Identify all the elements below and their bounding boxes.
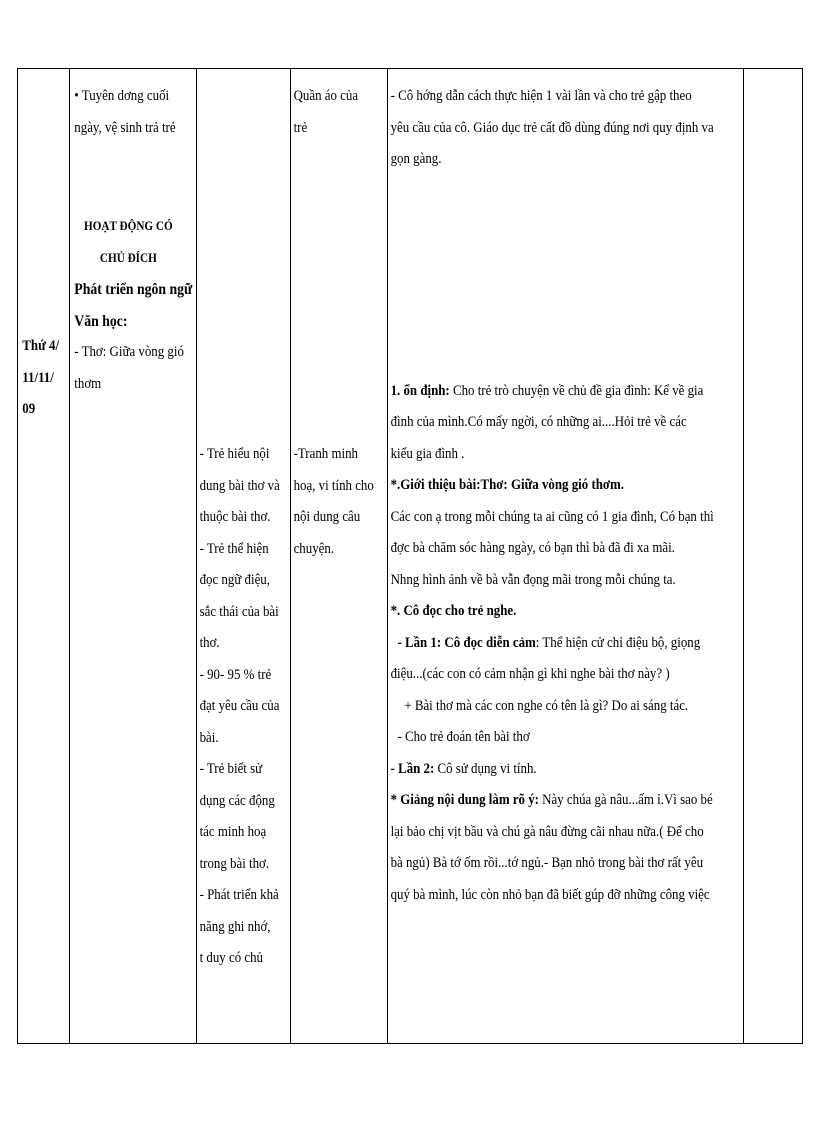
intro-line: Các con ạ trong mỗi chúng ta ai cũng có 1 gia đình, Có bạn thì: [390, 508, 714, 525]
second-reading-line: [391, 754, 739, 786]
intro-line: đợc bà chăm sóc hàng ngày, có bạn thì bà đã đi xa mãi.: [390, 540, 675, 556]
notes-cell: [744, 69, 803, 1044]
materials-line: hoạ, vi tính cho: [293, 477, 374, 494]
steady-line: kiểu gia đình .: [390, 445, 465, 462]
explain-line: [391, 785, 739, 817]
goal-line: dụng các động: [199, 792, 275, 809]
question-line: - Cho trẻ đoán tên bài thơ: [397, 729, 530, 745]
intro-label: *.Giới thiệu bài:Thơ: Giữa vòng gió thơm.: [390, 477, 625, 493]
first-reading-label: - Lần 1: Cô đọc diễn cảm: [397, 634, 536, 651]
question-line: + Bài thơ mà các con nghe có tên là gì? Do ai sáng tác.: [404, 697, 689, 714]
steady-label: 1. ổn định:: [390, 382, 450, 399]
first-reading-line: [391, 628, 739, 660]
steady-text: Cho trẻ trò chuyện về chủ đề gia đình: Kể về gia: [449, 382, 704, 399]
goal-line: - Phát triển khả: [199, 887, 279, 903]
subject-line: Văn học:: [74, 312, 128, 330]
lesson-plan-table: [17, 68, 803, 1044]
steady-line: đình của mình.Có mấy ngời, có những ai....Hỏi trẻ về các: [390, 414, 687, 430]
goal-line: đạt yêu cầu của: [199, 698, 280, 714]
goal-line: - Trẻ biết sử: [199, 761, 263, 777]
process-top-line: gọn gàng.: [390, 151, 442, 167]
poem-line: - Thơ: Giữa vòng gió: [74, 344, 184, 360]
goal-line: dung bài thơ và: [199, 477, 280, 494]
day-line: 11/11/: [22, 369, 54, 386]
explain-line: lại bảo chị vịt bầu và chú gà nâu đừng cãi nhau nữa.( Để cho: [390, 823, 704, 840]
goal-line: - Trẻ thể hiện: [199, 540, 269, 557]
goal-line: trong bài thơ.: [199, 855, 270, 872]
activity-cell: [70, 69, 197, 1044]
activity-heading: CHỦ ĐÍCH: [99, 250, 157, 265]
goal-line: - 90- 95 % trẻ: [199, 666, 272, 683]
goal-line: năng ghi nhớ,: [199, 918, 271, 935]
goal-line: thuộc bài thơ.: [199, 509, 271, 525]
day-cell: [18, 69, 70, 1044]
materials-cell: [291, 69, 388, 1044]
day-line: Thứ 4/: [22, 338, 60, 354]
activity-top-line: • Tuyên dơng cuối: [74, 88, 170, 104]
intro-line: Nhng hình ảnh về bà vẫn đọng mãi trong mỗi chúng ta.: [390, 571, 676, 588]
materials-line: chuyện.: [293, 540, 335, 557]
explain-label: * Giảng nội dung làm rõ ý:: [390, 792, 539, 808]
goal-line: t duy có chủ: [199, 950, 263, 966]
first-reading-text: : Thể hiện cử chỉ điệu bộ, giọng: [535, 634, 701, 651]
goal-line: đọc ngữ điệu,: [199, 572, 270, 588]
materials-top-line: trẻ: [293, 119, 308, 136]
activity-heading: HOẠT ĐỘNG CÓ: [84, 218, 173, 233]
goal-line: tác minh hoạ: [199, 824, 267, 840]
goal-line: thơ.: [199, 635, 220, 651]
explain-text: Này chúa gà nâu...ấm ỉ.Vì sao bé: [538, 792, 713, 808]
read-label: *. Cô đọc cho trẻ nghe.: [390, 603, 517, 619]
materials-line: nội dung câu: [293, 509, 361, 525]
activity-top-line: ngày, vệ sinh trả trẻ: [74, 119, 176, 136]
poem-line: thơm: [74, 375, 102, 392]
second-reading-label: - Lần 2:: [390, 760, 435, 777]
day-line: 09: [22, 401, 36, 417]
materials-top-line: Quần áo của: [293, 88, 359, 104]
explain-line: bà ngủ) Bà tớ ốm rồi...tớ ngủ.- Bạn nhỏ trong bài thơ rất yêu: [390, 855, 704, 871]
explain-line: quý bà mình, lúc còn nhỏ bạn đã biết gúp đỡ những công việc: [390, 886, 710, 903]
goals-cell: [197, 69, 291, 1044]
process-top-line: yêu cầu của cô. Giáo dục trẻ cất đồ dùng đúng nơi quy định va: [390, 119, 714, 136]
first-reading-line: điệu...(các con có cảm nhận gì khi nghe bài thơ này? ): [390, 666, 670, 682]
goal-line: bài.: [199, 729, 219, 746]
second-reading-text: Cô sử dụng vi tính.: [434, 760, 537, 777]
materials-line: -Tranh minh: [293, 446, 358, 462]
process-cell: [388, 69, 744, 1044]
steady-line: [391, 376, 739, 408]
subject-line: Phát triển ngôn ngữ: [74, 281, 193, 298]
goal-line: - Trẻ hiểu nội: [199, 446, 270, 462]
process-top-line: - Cô hớng dẫn cách thực hiện 1 vài lần và cho trẻ gập theo: [390, 88, 692, 104]
goal-line: sắc thái của bài: [199, 603, 279, 620]
